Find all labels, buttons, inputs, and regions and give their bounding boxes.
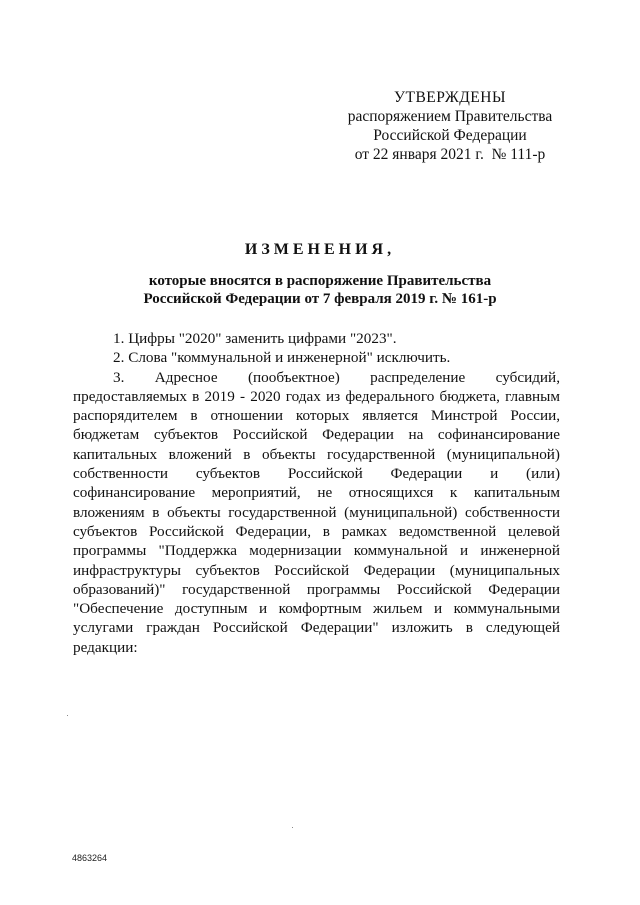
approval-block [340, 88, 560, 164]
approval-line-1: распоряжением Правительства [347, 108, 553, 125]
document-body [73, 329, 560, 657]
scan-speck [67, 715, 68, 716]
document-title: ИЗМЕНЕНИЯ, [244, 241, 396, 258]
approval-heading: УТВЕРЖДЕНЫ [394, 89, 506, 106]
document-code: 4863264 [72, 853, 108, 863]
approval-date-line: от 22 января 2021 г. № 111-р [354, 146, 546, 163]
document-subtitle-line-1: которые вносятся в распоряжение Правительства [148, 273, 492, 289]
item-1-paragraph: 1. Цифры "2020" заменить цифрами "2023". [113, 330, 397, 347]
item-2-paragraph: 2. Слова "коммунальной и инженерной" исключить. [113, 349, 451, 367]
item-3-paragraph: 3. Адресное (пообъектное) распределение субсидий, предоставляемых в 2019 - 2020 годах из федерального бюджета, главным распорядителем в отношении которых является Минстрой России, бюджетам субъектов Российской Федерации на софинансирование капитальных вложений в объекты государственной (муниципальной) собственности субъектов Российской Федерации и (или) софинансирование мероприятий, не относящихся к капитальным вложениям в объекты государственной (муниципальной) собственности субъектов Российской Федерации, в рамках ведомственной целевой программы "Поддержка модернизации коммунальной и инженерной инфраструктуры субъектов Российской Федерации (муниципальных образований)" государственной программы Российской Федерации "Обеспечение доступным и комфортным жильем и коммунальными услугами граждан Российской Федерации" изложить в следующей редакции: [73, 368, 560, 656]
document-title-block [0, 240, 640, 308]
approval-line-2: Российской Федерации [373, 127, 527, 144]
scan-speck [292, 827, 293, 828]
document-subtitle-line-2: Российской Федерации от 7 февраля 2019 г. № 161-р [143, 291, 497, 307]
